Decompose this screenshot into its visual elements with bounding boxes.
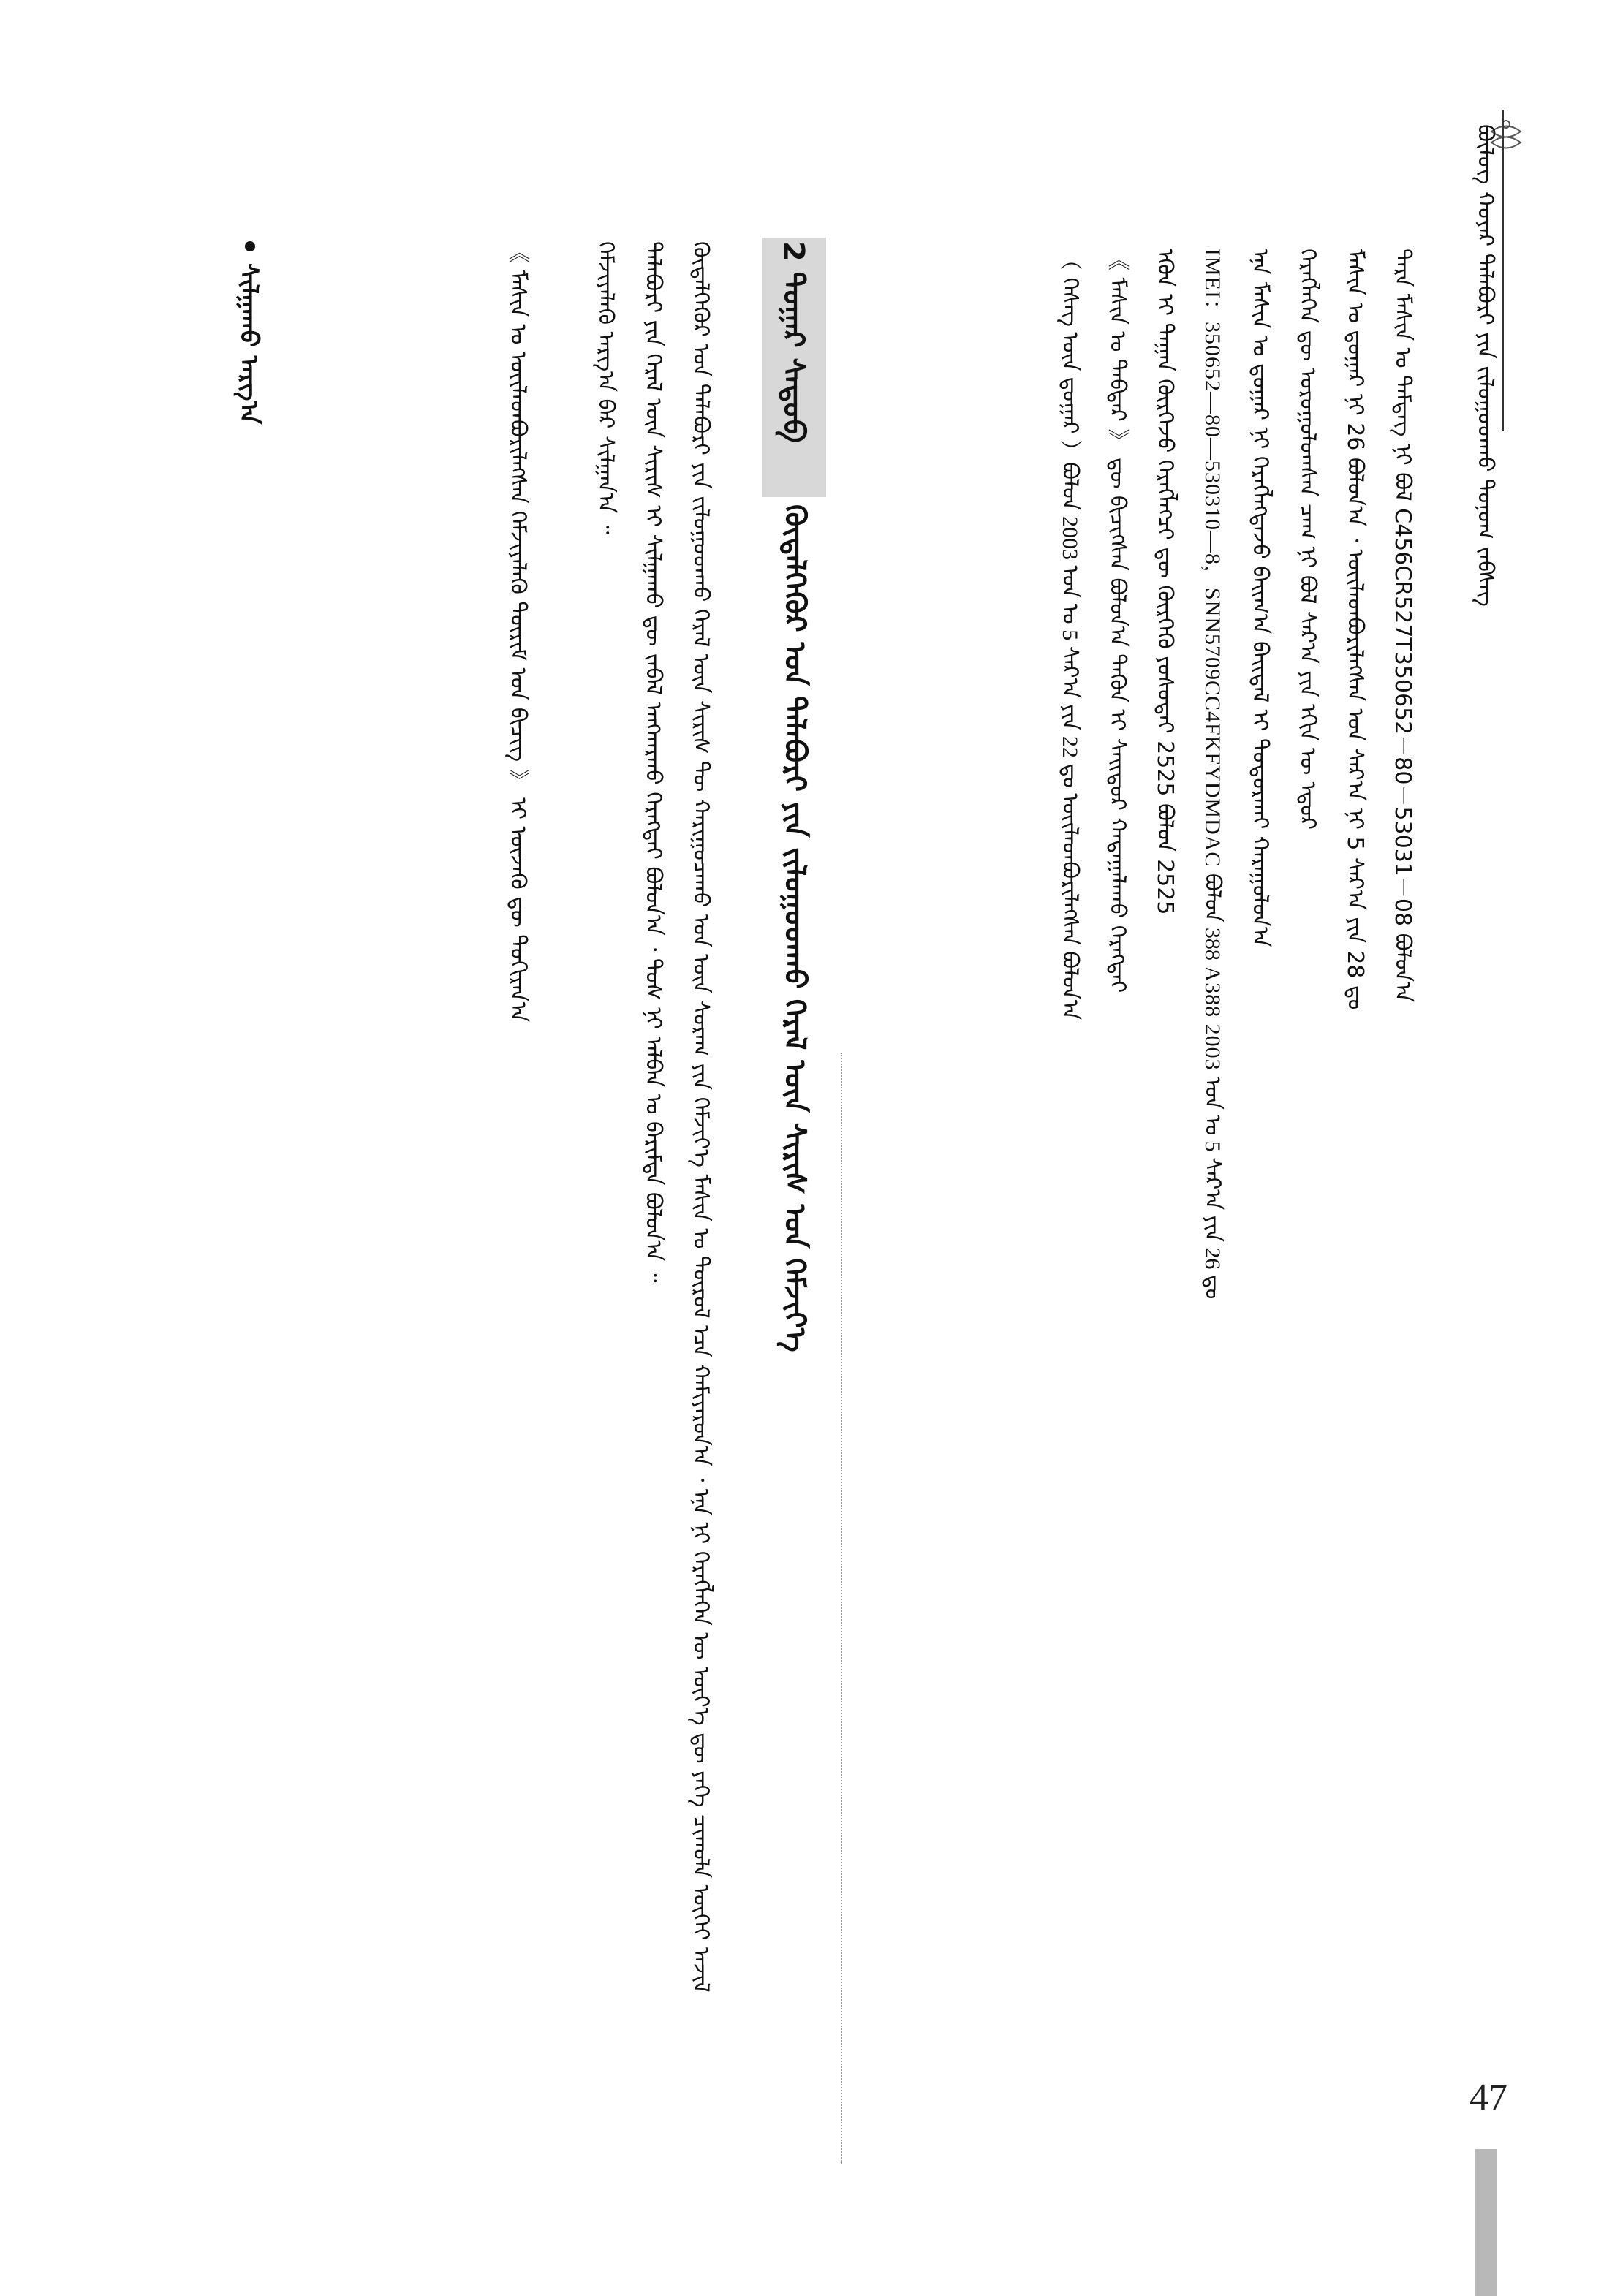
text-column-9: ᠬᠥᠳᠡᠯᠭᠡᠭᠦᠷ ᠤᠨ ᠲᠠᠯᠠᠪᠤᠷᠢ ᠶᠢᠨ ᠵᠢᠯᠤᠭᠣᠳᠬᠤ ᠭᠡᠷᠡᠯ ᠦᠨ ᠰᠢᠷᠢᠰ ᠲᠦ ᠬᠠᠷᠢᠭᠤᠴᠠᠬᠤ ᠡᠳ ᠦᠨ ᠰᠤᠷᠠᠭ ᠶᠢᠨ ᠬᠡᠮᠵᠢᠶ᠎ᠡ ᠮᠠᠰᠢᠨ ᠤ ᠲᠥᠷᠥᠯ ᠡᠴᠡ ᠬᠠᠮᠢᠶᠠᠷᠤᠨ᠎ᠠ ᠂ ᠡᠨᠡ ᠨᠢ ᠬᠡᠷᠡᠭᠯᠡᠭᠡᠨ ᠦ ᠦᠶ᠎ᠡ ᠳᠦ ᠶᠡᠬᠡ ᠴᠢᠬᠤᠯᠠ ᠦᠭᠡᠢ ᠠᠵᠢᠯ [688,241,714,1993]
text-column-1: ᠲᠡᠷᠡ ᠮᠠᠰᠢᠨ ᠤ ᠲᠡᠮᠳᠡᠭ ᠨᠢ ᠪᠣᠯ C456CR527T350652－80－53031－08 ᠪᠣᠯᠤᠨ᠎ᠠ [1390,249,1415,1002]
text-column-4: ᠡᠨᠡ ᠮᠠᠰᠢᠨ ᠤ ᠳ᠋ᠤᠭᠠᠷ ᠨᠢ ᠬᠡᠷᠡᠭᠯᠡᠭᠳᠡᠵᠦ ᠪᠠᠢᠭ᠎ᠠ ᠪᠠᠢᠳᠠᠯ ᠢ ᠲᠣᠳᠣᠷᠬᠠᠢ ᠬᠠᠷᠠᠭᠤᠯᠤᠨ᠎ᠠ [1247,249,1273,947]
text-column-10: ᠲᠠᠯᠠᠪᠤᠷᠢ ᠶᠢᠨ ᠭᠡᠷᠡᠯ ᠦᠨ ᠰᠢᠷᠢᠰ ᠢ ᠰᠢᠯᠭᠠᠬᠤ ᠳᠦ ᠵᠠᠪᠠᠯ ᠠᠩᠬᠠᠷᠬᠤ ᠬᠡᠷᠡᠭᠲᠡᠢ ᠪᠣᠯᠤᠨ᠎ᠠ ᠂ ᠲᠣᠰ ᠨᠢ ᠠᠯᠪᠠᠨ ᠤ ᠪᠠᠷᠢᠮᠲᠠ ᠪᠣᠯᠤᠨ᠎ᠠ ᠃ [640,241,666,1283]
text-column-6: ᠡᠭᠦᠨ ᠢ ᠳᠠᠭᠠᠨ ᠬᠦᠷᠭᠡᠵᠦ ᠬᠡᠷᠡᠭᠯᠡᠭᠴᠢ ᠳᠦ ᠬᠦᠷᠭᠡᠬᠦ ᠶᠣᠰᠣᠲᠠᠢ 2525 ᠪᠣᠯᠣᠨ 2525 [1152,249,1178,915]
text-column-8: （ ᠬᠡᠰᠡᠭ ᠦᠨ ᠳ᠋ᠤᠭᠠᠷ ）ᠪᠣᠯᠣᠨ 2003 ᠣᠨ ᠤ 5 ᠰᠠᠷ᠎ᠠ ᠶᠢᠨ 22 ᠳᠤ ᠦᠢᠯᠡᠳᠪᠦᠷᠢᠯᠡᠭᠰᠡᠨ ᠪᠣᠯᠤᠨ᠎ᠠ [1058,249,1082,1020]
text-column-11: ᠬᠡᠮᠵᠢᠶᠡᠯᠡᠬᠦ ᠠᠷᠭ᠎ᠠ ᠪᠠᠷ ᠰᠢᠯᠭᠠᠨ᠎ᠠ ᠃ [593,241,618,535]
text-column-5: IMEI：350652—80—530310—8，SNN5709CC4FKFYDMDAC ᠪᠣᠯᠣᠨ 388 A388 2003 ᠣᠨ ᠤ 5 ᠰᠠᠷ᠎ᠠ ᠶᠢᠨ 26 ᠳᠤ [1200,249,1225,1300]
side-tab [1475,2149,1497,2296]
text-column-3: ᠬᠡᠷᠡᠭᠯᠡᠭᠡᠨ ᠳᠦ ᠣᠷᠣᠭᠣᠯᠤᠭᠰᠠᠨ ᠴᠠᠭ ᠨᠢ ᠪᠣᠯ ᠰᠠᠷ᠎ᠠ ᠶᠢᠨ ᠡᠬᠢᠨ ᠦ ᠡᠳᠦᠷ [1295,249,1320,830]
text-column-7: 《 ᠮᠠᠰᠢᠨ ᠤ ᠳᠡᠪᠲᠡᠷ 》 ᠳᠦ ᠪᠢᠴᠢᠭᠰᠡᠨ ᠪᠣᠯᠤᠨ᠎ᠠ ᠲᠡᠭᠦᠨ ᠢ ᠰᠠᠢᠲᠤᠷ ᠬᠠᠳᠠᠭᠠᠯᠠᠬᠤ ᠬᠡᠷᠡᠭᠲᠡᠢ [1105,249,1130,993]
text-column-2: ᠮᠠᠰᠢᠨ ᠤ ᠳ᠋ᠤᠭᠠᠷ ᠨᠢ 26 ᠪᠣᠯᠤᠨ᠎ᠠ ᠂ ᠦᠢᠯᠡᠳᠪᠦᠷᠢᠯᠡᠭᠰᠡᠨ ᠣᠨ ᠰᠠᠷ᠎ᠠ ᠨᠢ 5 ᠰᠠᠷ᠎ᠠ ᠶᠢᠨ 28 ᠳᠤ [1342,249,1368,1010]
section-title: ᠬᠥᠳᠡᠯᠭᠡᠭᠦᠷ ᠤᠨ ᠲᠠᠯᠠᠪᠤᠷᠢ ᠶᠢᠨ ᠵᠢᠯᠤᠭᠣᠳᠬᠤ ᠭᠡᠷᠡᠯ ᠦᠨ ᠰᠢᠷᠢᠰ ᠤᠨ ᠬᠡᠮᠵᠢᠶ᠎ᠡ [778,504,812,1352]
bullet-heading: ᠰᠢᠯᠭᠠᠬᠤ ᠠᠷᠭ᠎ᠠ [234,263,263,425]
text-column-12: 《 ᠮᠠᠰᠢᠨ ᠤ ᠦᠢᠯᠡᠳᠪᠦᠷᠢᠯᠡᠭᠰᠡᠨ ᠬᠡᠮᠵᠢᠶᠡᠯᠡᠬᠦ ᠳᠦᠷᠢᠮ ᠤᠨ ᠪᠢᠴᠢᠭ 》 ᠢ ᠦᠵᠡᠬᠦ ᠳᠦ ᠲᠣᠬᠢᠷᠠᠨ᠎ᠠ [505,241,531,1023]
dotted-rule [841,1053,843,2164]
page-number: 47 [1469,2077,1507,2118]
bullet-dot [245,241,255,251]
section-number: 2 ᠳᠤᠭᠠᠷ ᠰᠡᠳᠦᠪ [776,241,810,443]
running-head: ᠪᠦᠯᠦᠭ ᠬᠣᠶᠠᠷ ᠲᠠᠯᠠᠪᠤᠷᠢ ᠶᠢᠨ ᠵᠢᠯᠤᠭᠣᠳᠬᠤ ᠲᠣᠨᠣᠭ ᠵᠡᠪᠰᠡᠭ [1472,124,1498,607]
